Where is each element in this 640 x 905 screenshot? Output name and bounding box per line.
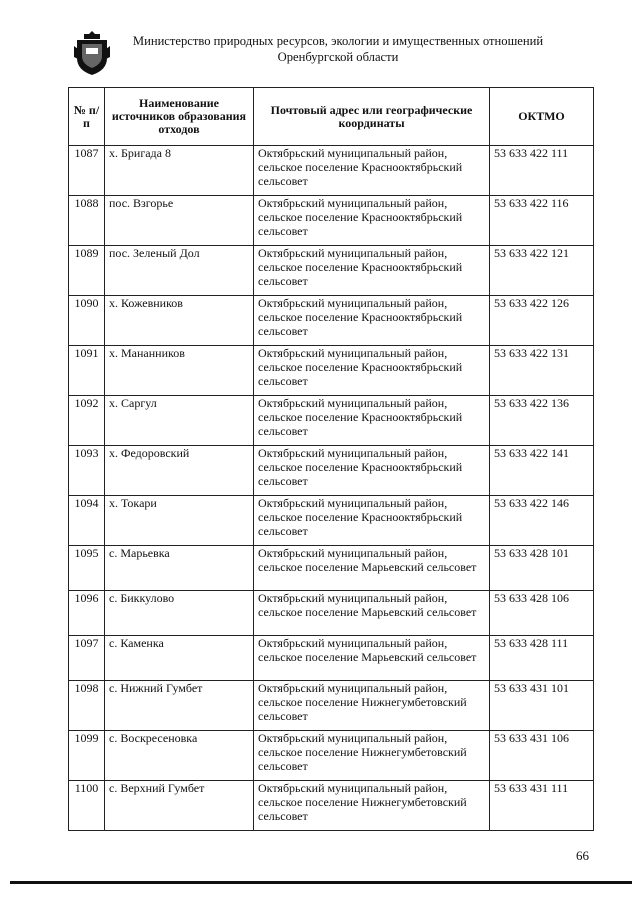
row-name: х. Токари	[105, 496, 254, 546]
table-row	[69, 546, 594, 591]
table-row	[69, 681, 594, 731]
row-name: с. Нижний Гумбет	[105, 681, 254, 731]
row-name: с. Верхний Гумбет	[105, 781, 254, 831]
row-name: с. Биккулово	[105, 591, 254, 636]
page-number: 66	[576, 848, 589, 863]
table-row	[69, 446, 594, 496]
table-row	[69, 731, 594, 781]
row-number: 1088	[69, 196, 105, 246]
row-number: 1096	[69, 591, 105, 636]
row-oktmo: 53 633 422 126	[490, 296, 594, 346]
row-address: Октябрьский муниципальный район, сельское поселение Краснооктябрьский сельсовет	[254, 146, 490, 196]
row-address: Октябрьский муниципальный район, сельское поселение Нижнегумбетовский сельсовет	[254, 731, 490, 781]
row-name: с. Воскресеновка	[105, 731, 254, 781]
column-header-number: № п/п	[69, 88, 105, 146]
row-oktmo: 53 633 422 121	[490, 246, 594, 296]
row-name: с. Каменка	[105, 636, 254, 681]
table-row	[69, 196, 594, 246]
row-oktmo: 53 633 422 146	[490, 496, 594, 546]
row-number: 1094	[69, 496, 105, 546]
row-number: 1092	[69, 396, 105, 446]
waste-sources-table	[68, 87, 594, 831]
ministry-line-2: Оренбургской области	[277, 50, 399, 64]
row-address: Октябрьский муниципальный район, сельское поселение Марьевский сельсовет	[254, 546, 490, 591]
row-address: Октябрьский муниципальный район, сельское поселение Краснооктябрьский сельсовет	[254, 496, 490, 546]
row-address: Октябрьский муниципальный район, сельское поселение Марьевский сельсовет	[254, 591, 490, 636]
row-number: 1098	[69, 681, 105, 731]
table-row	[69, 781, 594, 831]
row-oktmo: 53 633 428 106	[490, 591, 594, 636]
row-address: Октябрьский муниципальный район, сельское поселение Краснооктябрьский сельсовет	[254, 196, 490, 246]
table-row	[69, 591, 594, 636]
table-row	[69, 246, 594, 296]
row-oktmo: 53 633 431 106	[490, 731, 594, 781]
table-row	[69, 396, 594, 446]
row-address: Октябрьский муниципальный район, сельское поселение Краснооктябрьский сельсовет	[254, 346, 490, 396]
column-header-address: Почтовый адрес или географические координаты	[254, 88, 490, 146]
bottom-rule	[10, 881, 632, 884]
table-row	[69, 636, 594, 681]
row-number: 1099	[69, 731, 105, 781]
row-address: Октябрьский муниципальный район, сельское поселение Краснооктябрьский сельсовет	[254, 396, 490, 446]
table-row	[69, 496, 594, 546]
row-oktmo: 53 633 422 141	[490, 446, 594, 496]
row-address: Октябрьский муниципальный район, сельское поселение Нижнегумбетовский сельсовет	[254, 781, 490, 831]
row-oktmo: 53 633 431 101	[490, 681, 594, 731]
row-address: Октябрьский муниципальный район, сельское поселение Нижнегумбетовский сельсовет	[254, 681, 490, 731]
orenburg-emblem-icon	[73, 30, 111, 76]
row-name: х. Федоровский	[105, 446, 254, 496]
row-oktmo: 53 633 422 111	[490, 146, 594, 196]
row-number: 1100	[69, 781, 105, 831]
row-oktmo: 53 633 422 136	[490, 396, 594, 446]
row-name: х. Бригада 8	[105, 146, 254, 196]
row-number: 1095	[69, 546, 105, 591]
row-number: 1089	[69, 246, 105, 296]
row-name: с. Марьевка	[105, 546, 254, 591]
row-number: 1087	[69, 146, 105, 196]
row-oktmo: 53 633 428 101	[490, 546, 594, 591]
ministry-line-1: Министерство природных ресурсов, экологии и имущественных отношений	[132, 34, 544, 48]
table-row	[69, 346, 594, 396]
row-address: Октябрьский муниципальный район, сельское поселение Краснооктябрьский сельсовет	[254, 446, 490, 496]
column-header-name: Наименование источников образования отходов	[105, 88, 254, 146]
table-row	[69, 296, 594, 346]
row-oktmo: 53 633 431 111	[490, 781, 594, 831]
row-oktmo: 53 633 428 111	[490, 636, 594, 681]
table-header-row	[69, 88, 594, 146]
row-oktmo: 53 633 422 131	[490, 346, 594, 396]
row-number: 1097	[69, 636, 105, 681]
row-name: пос. Зеленый Дол	[105, 246, 254, 296]
row-name: х. Саргул	[105, 396, 254, 446]
row-address: Октябрьский муниципальный район, сельское поселение Краснооктябрьский сельсовет	[254, 246, 490, 296]
row-name: х. Мананников	[105, 346, 254, 396]
row-address: Октябрьский муниципальный район, сельское поселение Марьевский сельсовет	[254, 636, 490, 681]
row-name: пос. Взгорье	[105, 196, 254, 246]
row-address: Октябрьский муниципальный район, сельское поселение Краснооктябрьский сельсовет	[254, 296, 490, 346]
column-header-oktmo: ОКТМО	[490, 88, 594, 146]
row-number: 1091	[69, 346, 105, 396]
row-number: 1090	[69, 296, 105, 346]
ministry-header	[118, 33, 558, 65]
row-oktmo: 53 633 422 116	[490, 196, 594, 246]
table-row	[69, 146, 594, 196]
row-number: 1093	[69, 446, 105, 496]
row-name: х. Кожевников	[105, 296, 254, 346]
